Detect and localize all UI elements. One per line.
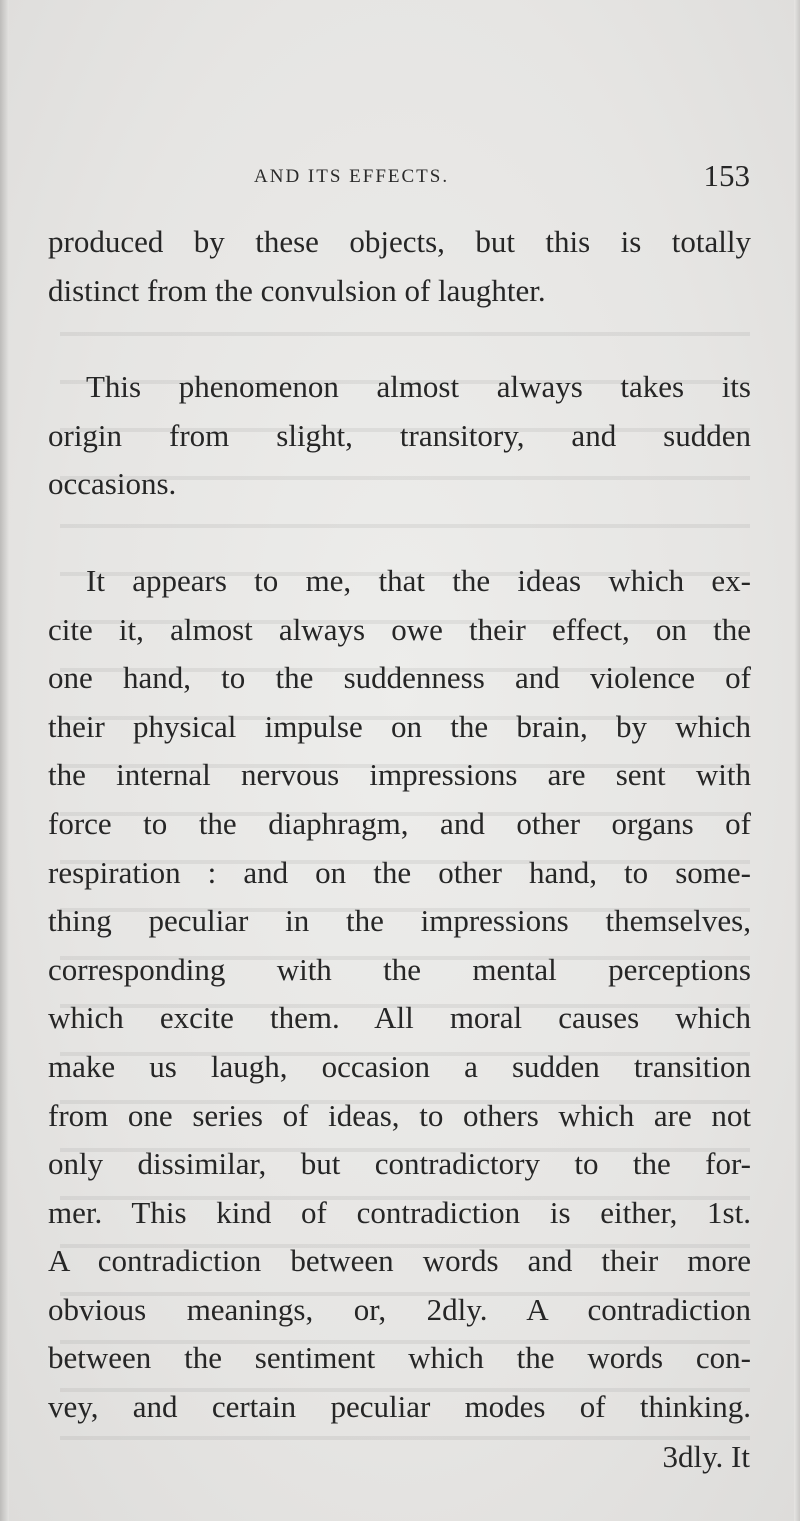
text-line: respiration : and on the other hand, to some- — [48, 854, 751, 890]
text-line: mer. This kind of contradiction is either, 1st. — [48, 1194, 751, 1230]
text-line: A contradiction between words and their more — [48, 1243, 751, 1279]
paragraph — [48, 557, 751, 1432]
paragraph — [48, 363, 751, 509]
text-line: thing peculiar in the impressions themselves, — [48, 903, 751, 939]
paragraph — [48, 218, 751, 315]
text-line: occasions. — [48, 466, 177, 502]
catchword: 3dly. It — [662, 1439, 750, 1474]
page-edge-shadow — [794, 0, 800, 1521]
text-line: their physical impulse on the brain, by which — [48, 708, 751, 744]
text-line: one hand, to the suddenness and violence of — [48, 660, 751, 696]
text-line: distinct from the convulsion of laughter. — [48, 272, 546, 308]
page-gutter-shadow — [0, 0, 9, 1521]
page-number: 153 — [703, 158, 750, 193]
text-line: cite it, almost always owe their effect, on the — [48, 611, 751, 647]
text-line: obvious meanings, or, 2dly. A contradiction — [48, 1291, 751, 1327]
text-line: from one series of ideas, to others which are not — [48, 1097, 751, 1133]
text-line: only dissimilar, but contradictory to the for- — [48, 1146, 751, 1182]
text-line: This phenomenon almost always takes its — [86, 369, 751, 405]
text-line: produced by these objects, but this is totally — [48, 224, 751, 259]
text-line: vey, and certain peculiar modes of thinking. — [48, 1389, 751, 1425]
text-line: It appears to me, that the ideas which ex- — [86, 562, 751, 598]
body-text — [48, 218, 751, 1432]
text-line: force to the diaphragm, and other organs of — [48, 805, 751, 841]
text-line: corresponding with the mental perceptions — [48, 951, 751, 987]
text-line: which excite them. All moral causes which — [48, 1000, 751, 1036]
running-head: AND ITS EFFECTS. — [254, 166, 450, 187]
text-line: the internal nervous impressions are sent with — [48, 757, 751, 793]
text-line: origin from slight, transitory, and sudden — [48, 417, 751, 453]
text-line: between the sentiment which the words con- — [48, 1340, 751, 1376]
text-line: make us laugh, occasion a sudden transition — [48, 1048, 751, 1084]
